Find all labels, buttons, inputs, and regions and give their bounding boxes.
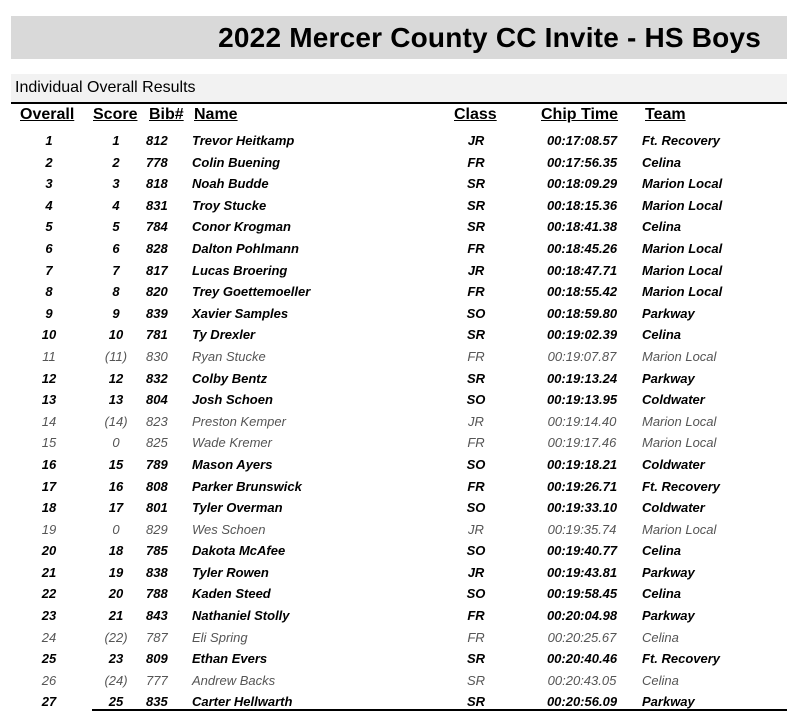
name-cell: Conor Krogman — [192, 219, 291, 235]
title-bar — [11, 16, 787, 59]
table-row — [0, 282, 787, 304]
bib-cell: 832 — [146, 370, 168, 386]
overall-cell: 23 — [41, 608, 57, 624]
bib-cell: 839 — [146, 305, 168, 321]
team-cell: Marion Local — [642, 348, 717, 364]
team-cell: Celina — [642, 672, 679, 688]
class-cell: JR — [467, 564, 485, 580]
team-cell: Ft. Recovery — [642, 133, 721, 148]
team-cell: Marion Local — [642, 521, 717, 537]
chip-time-cell: 00:18:55.42 — [546, 284, 618, 300]
name-cell: Dakota McAfee — [192, 543, 286, 559]
bib-cell: 825 — [146, 435, 168, 451]
bib-cell: 781 — [146, 327, 168, 343]
table-row — [0, 584, 787, 606]
header-chip-time: Chip Time — [541, 106, 619, 123]
table-row — [0, 563, 787, 585]
score-cell: (11) — [104, 348, 128, 364]
header-overall: Overall — [20, 106, 75, 123]
chip-time-cell: 00:19:02.39 — [546, 327, 618, 343]
name-cell: Troy Stucke — [192, 197, 267, 213]
overall-cell: 16 — [41, 456, 57, 472]
class-cell: FR — [467, 435, 485, 451]
bib-cell: 835 — [146, 694, 168, 710]
chip-time-cell: 00:19:07.87 — [547, 348, 617, 364]
name-cell: Wade Kremer — [192, 435, 272, 451]
chip-time-cell: 00:20:56.09 — [546, 694, 618, 710]
score-cell: 20 — [108, 586, 124, 602]
score-cell: 13 — [108, 392, 124, 408]
score-cell: 7 — [112, 262, 120, 278]
results-subtitle: Individual Overall Results — [15, 79, 196, 96]
header-class: Class — [454, 106, 497, 123]
header-score: Score — [93, 106, 138, 123]
score-cell: 16 — [108, 478, 124, 494]
overall-cell: 18 — [41, 500, 57, 516]
bib-cell: 820 — [146, 284, 168, 300]
table-row — [0, 131, 787, 153]
team-cell: Celina — [642, 154, 682, 170]
score-cell: 5 — [112, 219, 120, 235]
class-cell: FR — [467, 629, 485, 645]
score-cell: 15 — [108, 456, 124, 472]
class-cell: FR — [467, 348, 485, 364]
score-cell: 4 — [112, 197, 120, 213]
table-row — [0, 498, 787, 520]
team-cell: Coldwater — [642, 392, 705, 408]
bib-cell: 804 — [146, 392, 168, 408]
name-cell: Mason Ayers — [192, 456, 273, 472]
team-cell: Celina — [642, 219, 682, 235]
team-cell: Celina — [642, 586, 682, 602]
chip-time-cell: 00:20:04.98 — [546, 608, 618, 624]
team-cell: Marion Local — [642, 413, 717, 429]
header-divider — [11, 102, 787, 104]
chip-time-cell: 00:19:18.21 — [546, 456, 618, 472]
bib-cell: 838 — [146, 564, 168, 580]
bib-cell: 831 — [146, 197, 168, 213]
table-row — [0, 239, 787, 261]
class-cell: SO — [466, 305, 486, 321]
bib-cell: 817 — [146, 262, 168, 278]
score-cell: 19 — [108, 564, 124, 580]
table-row — [0, 325, 787, 347]
class-cell: JR — [467, 133, 485, 148]
name-cell: Tyler Overman — [192, 500, 283, 516]
bib-cell: 778 — [146, 154, 168, 170]
table-row — [0, 174, 787, 196]
chip-time-cell: 00:18:47.71 — [546, 262, 618, 278]
name-cell: Trevor Heitkamp — [192, 133, 295, 148]
chip-time-cell: 00:18:41.38 — [546, 219, 618, 235]
table-row — [0, 369, 787, 391]
name-cell: Josh Schoen — [192, 392, 273, 408]
overall-cell: 20 — [41, 543, 57, 559]
name-cell: Kaden Steed — [192, 586, 271, 602]
overall-cell: 15 — [41, 435, 57, 451]
overall-cell: 7 — [45, 262, 53, 278]
chip-time-cell: 00:18:45.26 — [546, 240, 618, 256]
team-cell: Marion Local — [642, 197, 723, 213]
team-cell: Ft. Recovery — [642, 478, 721, 494]
chip-time-cell: 00:19:14.40 — [547, 413, 617, 429]
bib-cell: 818 — [146, 176, 168, 192]
table-header — [0, 106, 787, 128]
name-cell: Xavier Samples — [192, 305, 289, 321]
team-cell: Parkway — [642, 370, 695, 386]
class-cell: SR — [466, 197, 486, 213]
name-cell: Carter Hellwarth — [192, 694, 293, 710]
overall-cell: 8 — [45, 284, 53, 300]
class-cell: FR — [467, 478, 485, 494]
class-cell: SO — [466, 500, 486, 516]
table-row — [0, 261, 787, 283]
score-cell: 10 — [108, 327, 124, 343]
team-cell: Marion Local — [642, 284, 723, 300]
table-row — [0, 217, 787, 239]
class-cell: FR — [467, 240, 485, 256]
bib-cell: 843 — [146, 608, 168, 624]
table-row — [0, 433, 787, 455]
team-cell: Coldwater — [642, 500, 705, 516]
score-cell: 6 — [112, 240, 120, 256]
score-cell: 25 — [108, 694, 124, 710]
chip-time-cell: 00:17:56.35 — [546, 154, 618, 170]
team-cell: Parkway — [642, 694, 695, 710]
team-cell: Marion Local — [642, 262, 723, 278]
bib-cell: 787 — [146, 629, 168, 645]
score-cell: 1 — [112, 133, 120, 148]
class-cell: SO — [466, 543, 486, 559]
class-cell: JR — [468, 521, 484, 537]
table-row — [0, 606, 787, 628]
overall-cell: 26 — [41, 672, 57, 688]
results-subtitle-bar — [11, 74, 787, 102]
table-row — [0, 304, 787, 326]
name-cell: Trey Goettemoeller — [192, 284, 311, 300]
bib-cell: 788 — [146, 586, 168, 602]
class-cell: SR — [466, 219, 486, 235]
bib-cell: 809 — [146, 651, 168, 667]
team-cell: Marion Local — [642, 435, 717, 451]
name-cell: Nathaniel Stolly — [192, 608, 290, 624]
score-cell: 0 — [112, 435, 120, 451]
class-cell: SR — [466, 370, 486, 386]
team-cell: Celina — [642, 543, 682, 559]
bib-cell: 829 — [146, 521, 168, 537]
bib-cell: 828 — [146, 240, 168, 256]
chip-time-cell: 00:19:13.95 — [546, 392, 618, 408]
score-cell: 23 — [108, 651, 124, 667]
class-cell: SR — [466, 672, 486, 688]
class-cell: SR — [466, 651, 486, 667]
name-cell: Colby Bentz — [192, 370, 268, 386]
overall-cell: 5 — [45, 219, 53, 235]
table-row — [0, 347, 787, 369]
class-cell: SO — [466, 392, 486, 408]
team-cell: Marion Local — [642, 176, 723, 192]
team-cell: Celina — [642, 327, 682, 343]
name-cell: Noah Budde — [192, 176, 269, 192]
overall-cell: 4 — [45, 197, 53, 213]
overall-cell: 11 — [42, 348, 56, 364]
name-cell: Ethan Evers — [192, 651, 268, 667]
team-cell: Celina — [642, 629, 679, 645]
overall-cell: 14 — [41, 413, 57, 429]
score-cell: 21 — [108, 608, 124, 624]
overall-cell: 9 — [45, 305, 53, 321]
score-cell: 17 — [108, 500, 124, 516]
table-row — [0, 541, 787, 563]
bib-cell: 830 — [146, 348, 168, 364]
overall-cell: 27 — [41, 694, 57, 710]
bib-cell: 808 — [146, 478, 168, 494]
chip-time-cell: 00:19:26.71 — [546, 478, 618, 494]
bib-cell: 784 — [146, 219, 168, 235]
page-title: 2022 Mercer County CC Invite - HS Boys — [218, 21, 761, 53]
class-cell: FR — [467, 154, 485, 170]
team-cell: Ft. Recovery — [642, 651, 721, 667]
class-cell: JR — [468, 413, 484, 429]
chip-time-cell: 00:18:09.29 — [546, 176, 618, 192]
overall-cell: 12 — [41, 370, 57, 386]
bib-cell: 789 — [146, 456, 168, 472]
class-cell: FR — [467, 284, 485, 300]
overall-cell: 19 — [41, 521, 57, 537]
table-row — [0, 520, 787, 542]
score-cell: 8 — [112, 284, 120, 300]
class-cell: FR — [467, 608, 485, 624]
overall-cell: 24 — [41, 629, 57, 645]
header-team: Team — [645, 106, 686, 123]
table-row — [0, 628, 787, 650]
table-row — [0, 455, 787, 477]
table-row — [0, 671, 787, 693]
chip-time-cell: 00:19:58.45 — [546, 586, 618, 602]
results-table — [0, 131, 787, 714]
chip-time-cell: 00:19:17.46 — [547, 435, 617, 451]
chip-time-cell: 00:18:59.80 — [546, 305, 618, 321]
bib-cell: 823 — [146, 413, 168, 429]
name-cell: Tyler Rowen — [192, 564, 269, 580]
overall-cell: 2 — [45, 154, 53, 170]
class-cell: SR — [466, 327, 486, 343]
name-cell: Lucas Broering — [192, 262, 288, 278]
class-cell: SR — [466, 694, 486, 710]
score-cell: 9 — [112, 305, 120, 321]
name-cell: Parker Brunswick — [192, 478, 302, 494]
chip-time-cell: 00:19:33.10 — [546, 500, 618, 516]
table-row — [0, 390, 787, 412]
overall-cell: 25 — [41, 651, 57, 667]
table-row — [0, 477, 787, 499]
overall-cell: 17 — [41, 478, 57, 494]
score-cell: (14) — [104, 413, 128, 429]
overall-cell: 1 — [45, 133, 53, 148]
class-cell: SO — [466, 456, 486, 472]
header-bib: Bib# — [149, 106, 184, 123]
name-cell: Andrew Backs — [192, 672, 276, 688]
name-cell: Eli Spring — [192, 629, 248, 645]
chip-time-cell: 00:19:35.74 — [547, 521, 617, 537]
overall-cell: 3 — [45, 176, 53, 192]
bib-cell: 801 — [146, 500, 168, 516]
chip-time-cell: 00:19:40.77 — [546, 543, 618, 559]
score-cell: (24) — [104, 672, 128, 688]
bib-cell: 785 — [146, 543, 168, 559]
team-cell: Parkway — [642, 608, 695, 624]
score-cell: 3 — [112, 176, 120, 192]
score-cell: 0 — [112, 521, 120, 537]
chip-time-cell: 00:17:08.57 — [546, 133, 618, 148]
table-row — [0, 412, 787, 434]
team-cell: Marion Local — [642, 240, 723, 256]
overall-cell: 22 — [41, 586, 57, 602]
chip-time-cell: 00:20:43.05 — [547, 672, 617, 688]
name-cell: Dalton Pohlmann — [192, 240, 299, 256]
name-cell: Preston Kemper — [192, 413, 286, 429]
overall-cell: 6 — [45, 240, 53, 256]
header-name: Name — [194, 106, 238, 123]
score-cell: 18 — [108, 543, 124, 559]
chip-time-cell: 00:20:40.46 — [546, 651, 618, 667]
table-row — [0, 153, 787, 175]
score-cell: 12 — [108, 370, 124, 386]
name-cell: Colin Buening — [192, 154, 281, 170]
bib-cell: 777 — [146, 672, 168, 688]
score-cell: (22) — [104, 629, 128, 645]
bib-cell: 812 — [146, 133, 168, 148]
chip-time-cell: 00:19:13.24 — [546, 370, 618, 386]
chip-time-cell: 00:19:43.81 — [546, 564, 618, 580]
team-cell: Parkway — [642, 564, 695, 580]
name-cell: Wes Schoen — [192, 521, 266, 537]
overall-cell: 13 — [41, 392, 57, 408]
class-cell: SR — [466, 176, 486, 192]
class-cell: SO — [466, 586, 486, 602]
chip-time-cell: 00:20:25.67 — [547, 629, 617, 645]
overall-cell: 10 — [41, 327, 57, 343]
class-cell: JR — [467, 262, 485, 278]
chip-time-cell: 00:18:15.36 — [546, 197, 618, 213]
table-row — [0, 649, 787, 671]
team-cell: Parkway — [642, 305, 695, 321]
team-cell: Coldwater — [642, 456, 705, 472]
table-row — [0, 196, 787, 218]
name-cell: Ryan Stucke — [192, 348, 266, 364]
name-cell: Ty Drexler — [192, 327, 256, 343]
score-cell: 2 — [112, 154, 120, 170]
overall-cell: 21 — [41, 564, 57, 580]
